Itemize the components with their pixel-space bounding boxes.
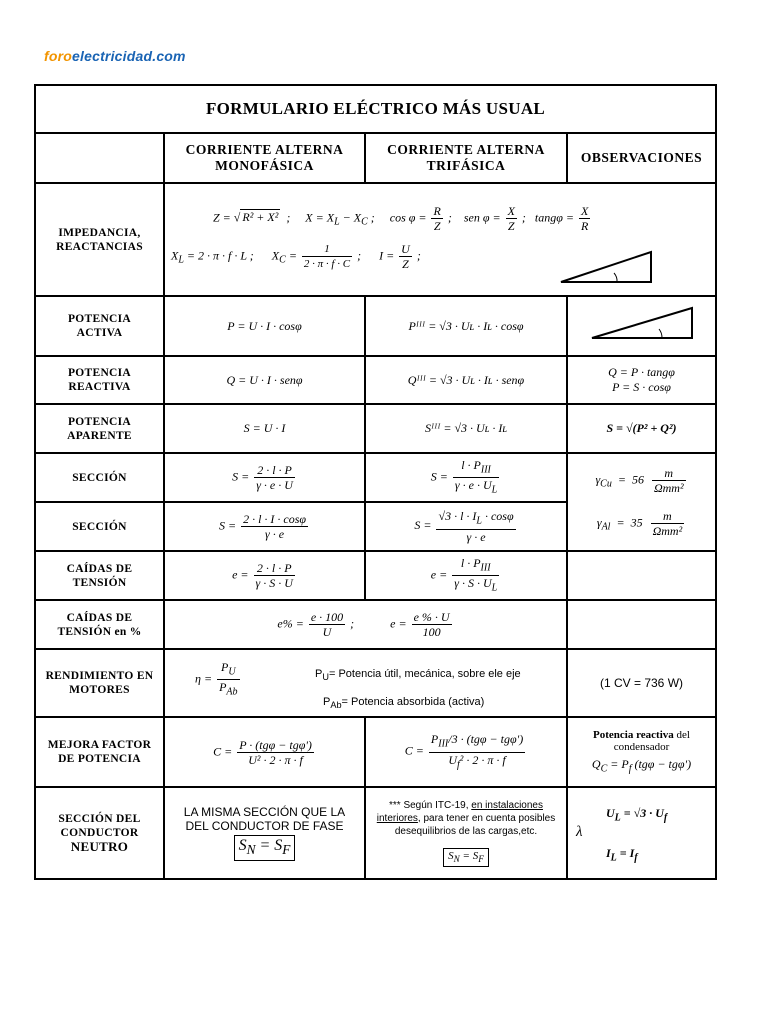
pu-definition: $P_U=$ Potencia útil, mecánica, sobre ele eje <box>315 668 521 683</box>
header-tri-line1: CORRIENTE ALTERNA <box>387 142 545 157</box>
site-logo[interactable] <box>44 48 186 64</box>
label-line: POTENCIA <box>67 367 132 379</box>
activa-mono: P = U · I · cosφ <box>164 296 365 356</box>
mejora-obs-line2: condensador <box>613 741 670 754</box>
neutro-obs <box>567 787 716 879</box>
obs-rest: del <box>673 729 690 742</box>
label-line: CONDUCTOR <box>60 827 139 839</box>
table-title: FORMULARIO ELÉCTRICO MÁS USUAL <box>35 85 716 133</box>
row-label-seccion-1: SECCIÓN <box>35 453 164 502</box>
ul-formula: $U_L = √3 \cdot U_f$ <box>606 806 668 824</box>
note-b: en instalaciones <box>471 800 543 812</box>
aparente-mono: S = U · I <box>164 404 365 453</box>
note-d: , para tener en cuenta posibles <box>417 813 556 825</box>
caidas-tri: e = $\frac{l \cdot P_{III}}{\gamma \cdot S \cdot U_L}$ <box>365 551 567 600</box>
aparente-tri: Sᴵᴵᴵ = √3 · Uʟ · Iʟ <box>365 404 567 453</box>
row-label-impedancia <box>35 183 164 296</box>
rendimiento-obs: (1 CV = 736 W) <box>567 649 716 717</box>
conductivity-obs: $\gamma_{Cu} = 56$ $\frac{m}{\text{Ωmm²}}$ $\gamma_{Al} = 35$ $\frac{m}{\text{Ωmm²}}$ <box>567 453 716 551</box>
logo-part-foro: foro <box>44 48 73 64</box>
row-label-neutro <box>35 787 164 879</box>
power-triangle-cell <box>567 296 716 356</box>
neutro-tri <box>365 787 567 879</box>
row-label-caidas-pct <box>35 600 164 649</box>
rendimiento-formula <box>164 649 567 717</box>
row-label-mejora <box>35 717 164 787</box>
aparente-obs: S = √(P² + Q²) <box>567 404 716 453</box>
formula-table <box>34 84 717 880</box>
seccion1-mono: S = $\frac{2 \cdot l \cdot P}{\gamma \cdot e \cdot U}$ <box>164 453 365 502</box>
pab-text: = Potencia absorbida (activa) <box>341 696 485 708</box>
caidas-pct-obs <box>567 600 716 649</box>
power-triangle-icon <box>582 304 702 344</box>
header-mono-line2: MONOFÁSICA <box>215 158 314 173</box>
label-line: ACTIVA <box>76 327 123 339</box>
note-e: desequilibrios de las cargas,etc. <box>394 826 538 838</box>
note-a: *** Según ITC-19, <box>389 800 472 812</box>
sn-sf-tri-box: $S_N = S_F$ <box>443 848 489 866</box>
obs-line: Q = P · tangφ <box>608 365 675 379</box>
mejora-mono: C = $\frac{\text{P · (tgφ − tgφ')}}{\text{U² · 2 · π · f}}$ <box>164 717 365 787</box>
reactiva-mono: Q = U · I · senφ <box>164 356 365 404</box>
pu-text: = Potencia útil, mecánica, sobre ele eje <box>328 668 521 680</box>
qc-formula: $Q_C = P_f$ (tgφ − tgφ') <box>591 757 692 775</box>
reactiva-obs <box>567 356 716 404</box>
label-line: RENDIMIENTO EN <box>45 670 154 682</box>
neutro-mono-line1: LA MISMA SECCIÓN QUE LA <box>183 805 346 820</box>
pab-definition: $P_{Ab}=$ Potencia absorbida (activa) <box>323 696 485 711</box>
header-monofasica <box>164 133 365 183</box>
obs-bold: Potencia reactiva <box>593 729 674 742</box>
formula-xl-xc: $X_L = 2 \cdot \pi \cdot f \cdot L$ ; $X_C$ = $\frac{1}{2 \cdot \pi \cdot f \cdot C}$ ; I = $\frac{U}{Z}$ ; <box>171 242 421 271</box>
header-mono-line1: CORRIENTE ALTERNA <box>185 142 344 157</box>
note-c: interiores <box>376 813 418 825</box>
impedance-formulas <box>164 183 716 296</box>
label-line: MEJORA FACTOR <box>47 739 152 751</box>
neutro-tri-note <box>366 799 566 838</box>
il-formula: $I_L = I_f$ <box>606 846 638 864</box>
label-line: CAÍDAS DE <box>66 611 133 624</box>
row-label-rendimiento <box>35 649 164 717</box>
seccion2-mono: S = $\frac{2 \cdot l \cdot I \cdot \cos\varphi}{\gamma \cdot e}$ <box>164 502 365 551</box>
label-line: TENSIÓN <box>72 576 127 589</box>
logo-part-electricidad: electricidad.com <box>72 48 186 64</box>
row-label-caidas <box>35 551 164 600</box>
label-line: SECCIÓN DEL <box>58 813 141 825</box>
formula-z: Z = √ R² + X² ; $X = X_L - X_C$ ; cos φ = $\frac{R}{Z}$ ; sen φ = $\frac{X}{Z}$ ; tangφ = $\frac{X}{R}$ <box>213 204 589 233</box>
mejora-obs-line1 <box>568 729 715 741</box>
label-line: DE POTENCIA <box>58 753 141 765</box>
const-cu: 56 <box>631 472 644 487</box>
mejora-obs <box>567 717 716 787</box>
seccion2-tri: S = $\frac{√3 \cdot l \cdot I_L \cdot \cos\varphi}{\gamma \cdot e}$ <box>365 502 567 551</box>
label-line: REACTIVA <box>68 381 131 393</box>
header-observaciones: OBSERVACIONES <box>567 133 716 183</box>
label-line: REACTANCIAS <box>56 240 143 253</box>
obs-line: P = S · cosφ <box>612 380 671 394</box>
neutro-mono <box>164 787 365 879</box>
caidas-pct-formulas: e% = $\frac{e \cdot 100}{U}$ ; e = $\frac{e \% \cdot U}{100}$ <box>164 600 567 649</box>
sn-sf-box: $S_N = S_F$ <box>234 835 296 860</box>
row-label-aparente <box>35 404 164 453</box>
label-line: MOTORES <box>69 684 130 696</box>
header-trifasica <box>365 133 567 183</box>
const-al: 35 <box>630 515 643 530</box>
label-line: APARENTE <box>67 429 132 442</box>
lambda-symbol: λ <box>576 824 583 840</box>
caidas-mono: e = $\frac{2 \cdot l \cdot P}{\gamma \cdot S \cdot U}$ <box>164 551 365 600</box>
label-line: NEUTRO <box>70 839 129 854</box>
reactiva-tri: Qᴵᴵᴵ = √3 · Uʟ · Iʟ · senφ <box>365 356 567 404</box>
row-label-activa <box>35 296 164 356</box>
seccion1-tri: S = $\frac{l \cdot P_{III}}{\gamma \cdot e \cdot U_L}$ <box>365 453 567 502</box>
activa-tri: Pᴵᴵᴵ = √3 · Uʟ · Iʟ · cosφ <box>365 296 567 356</box>
impedance-triangle-icon <box>557 248 657 288</box>
header-tri-line2: TRIFÁSICA <box>426 158 506 173</box>
neutro-mono-line2: DEL CONDUCTOR DE FASE <box>185 819 344 834</box>
label-line: POTENCIA <box>67 313 132 325</box>
label-line: TENSIÓN en % <box>57 625 142 638</box>
label-line: POTENCIA <box>67 415 132 428</box>
row-label-reactiva <box>35 356 164 404</box>
label-line: CAÍDAS DE <box>66 562 133 575</box>
caidas-obs <box>567 551 716 600</box>
corner-cell <box>35 133 164 183</box>
mejora-tri: C = $\frac{P_{III}/3 \cdot (tg\varphi - tg\varphi')}{U_f^2 \cdot 2 \cdot \pi \cdot f}$ <box>365 717 567 787</box>
row-label-seccion-2: SECCIÓN <box>35 502 164 551</box>
label-line: IMPEDANCIA, <box>58 226 141 239</box>
eta-formula: η = $\frac{P_U}{P_{Ab}}$ <box>195 660 238 698</box>
